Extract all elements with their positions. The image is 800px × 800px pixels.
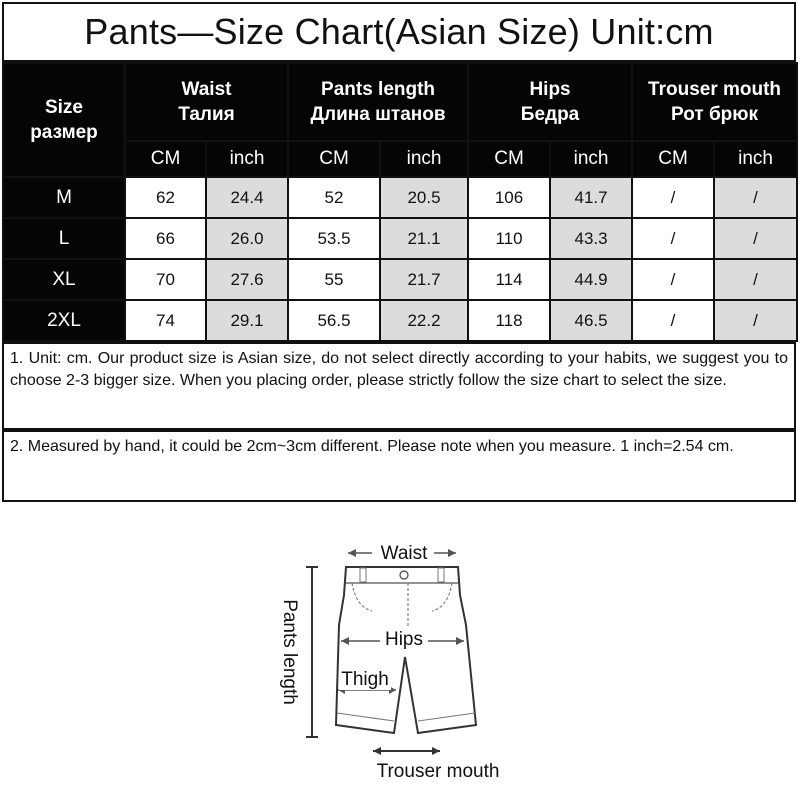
size-label: XL [3, 259, 125, 300]
column-header-en: Hips [529, 79, 571, 100]
table-cell: 110 [468, 218, 550, 259]
table-cell: / [632, 177, 714, 218]
column-header-hips [468, 63, 632, 141]
pants-length-label: Pants length [279, 599, 300, 705]
table-cell: 52 [288, 177, 380, 218]
column-header-ru: Талия [178, 104, 235, 125]
table-cell: 43.3 [550, 218, 632, 259]
unit-header-cm: CM [288, 141, 380, 177]
unit-header-cm: CM [632, 141, 714, 177]
table-cell: 70 [125, 259, 206, 300]
unit-header-cm: CM [125, 141, 206, 177]
column-header-ru: Бедра [520, 104, 580, 125]
size-header-en: Size [44, 97, 84, 118]
table-cell: 62 [125, 177, 206, 218]
column-header-ru: Длина штанов [310, 104, 446, 125]
size-header-ru: размер [30, 122, 98, 143]
column-header-trouser-mouth [632, 63, 797, 141]
table-row [3, 300, 797, 341]
table-cell: 21.7 [380, 259, 468, 300]
table-cell: 44.9 [550, 259, 632, 300]
unit-header-inch: inch [714, 141, 797, 177]
size-label: L [3, 218, 125, 259]
table-cell: / [632, 300, 714, 341]
table-cell: 22.2 [380, 300, 468, 341]
unit-header-inch: inch [550, 141, 632, 177]
column-header-en: Pants length [321, 79, 436, 100]
table-row [3, 177, 797, 218]
size-column-header [3, 63, 125, 177]
table-cell: 27.6 [206, 259, 288, 300]
column-header-en: Trouser mouth [648, 79, 782, 100]
thigh-label: Thigh [341, 669, 389, 690]
table-cell: 66 [125, 218, 206, 259]
note-2: 2. Measured by hand, it could be 2cm~3cm different. Please note when you measure. 1 inch=2.54 cm. [2, 430, 796, 502]
table-cell: 106 [468, 177, 550, 218]
table-cell: / [632, 259, 714, 300]
trouser-mouth-label: Trouser mouth [376, 761, 500, 782]
table-cell: 46.5 [550, 300, 632, 341]
waist-label: Waist [380, 543, 428, 564]
unit-header-inch: inch [206, 141, 288, 177]
table-cell: 29.1 [206, 300, 288, 341]
table-cell: 20.5 [380, 177, 468, 218]
pants-measurement-diagram [268, 525, 548, 785]
hips-label: Hips [384, 629, 424, 650]
column-header-pants-length [288, 63, 468, 141]
page-title: Pants—Size Chart(Asian Size) Unit:cm [2, 2, 796, 62]
table-cell: / [714, 300, 797, 341]
table-cell: 55 [288, 259, 380, 300]
button-icon [400, 571, 408, 579]
unit-header-inch: inch [380, 141, 468, 177]
table-cell: / [632, 218, 714, 259]
column-header-ru: Рот брюк [671, 104, 759, 125]
unit-header-cm: CM [468, 141, 550, 177]
note-1: 1. Unit: cm. Our product size is Asian size, do not select directly according to your habits, we suggest you to choose 2-3 bigger size. When you placing order, please strictly follow the size chart to select the size. [2, 342, 796, 430]
column-header-en: Waist [181, 79, 232, 100]
table-cell: 74 [125, 300, 206, 341]
table-row [3, 259, 797, 300]
column-header-waist [125, 63, 288, 141]
table-cell: / [714, 177, 797, 218]
table-cell: 114 [468, 259, 550, 300]
table-cell: 21.1 [380, 218, 468, 259]
table-row [3, 218, 797, 259]
table-cell: 24.4 [206, 177, 288, 218]
size-table [2, 62, 798, 342]
table-cell: / [714, 259, 797, 300]
table-cell: 118 [468, 300, 550, 341]
table-cell: 26.0 [206, 218, 288, 259]
table-cell: 41.7 [550, 177, 632, 218]
size-label: 2XL [3, 300, 125, 341]
table-cell: / [714, 218, 797, 259]
table-cell: 53.5 [288, 218, 380, 259]
size-label: M [3, 177, 125, 218]
table-cell: 56.5 [288, 300, 380, 341]
